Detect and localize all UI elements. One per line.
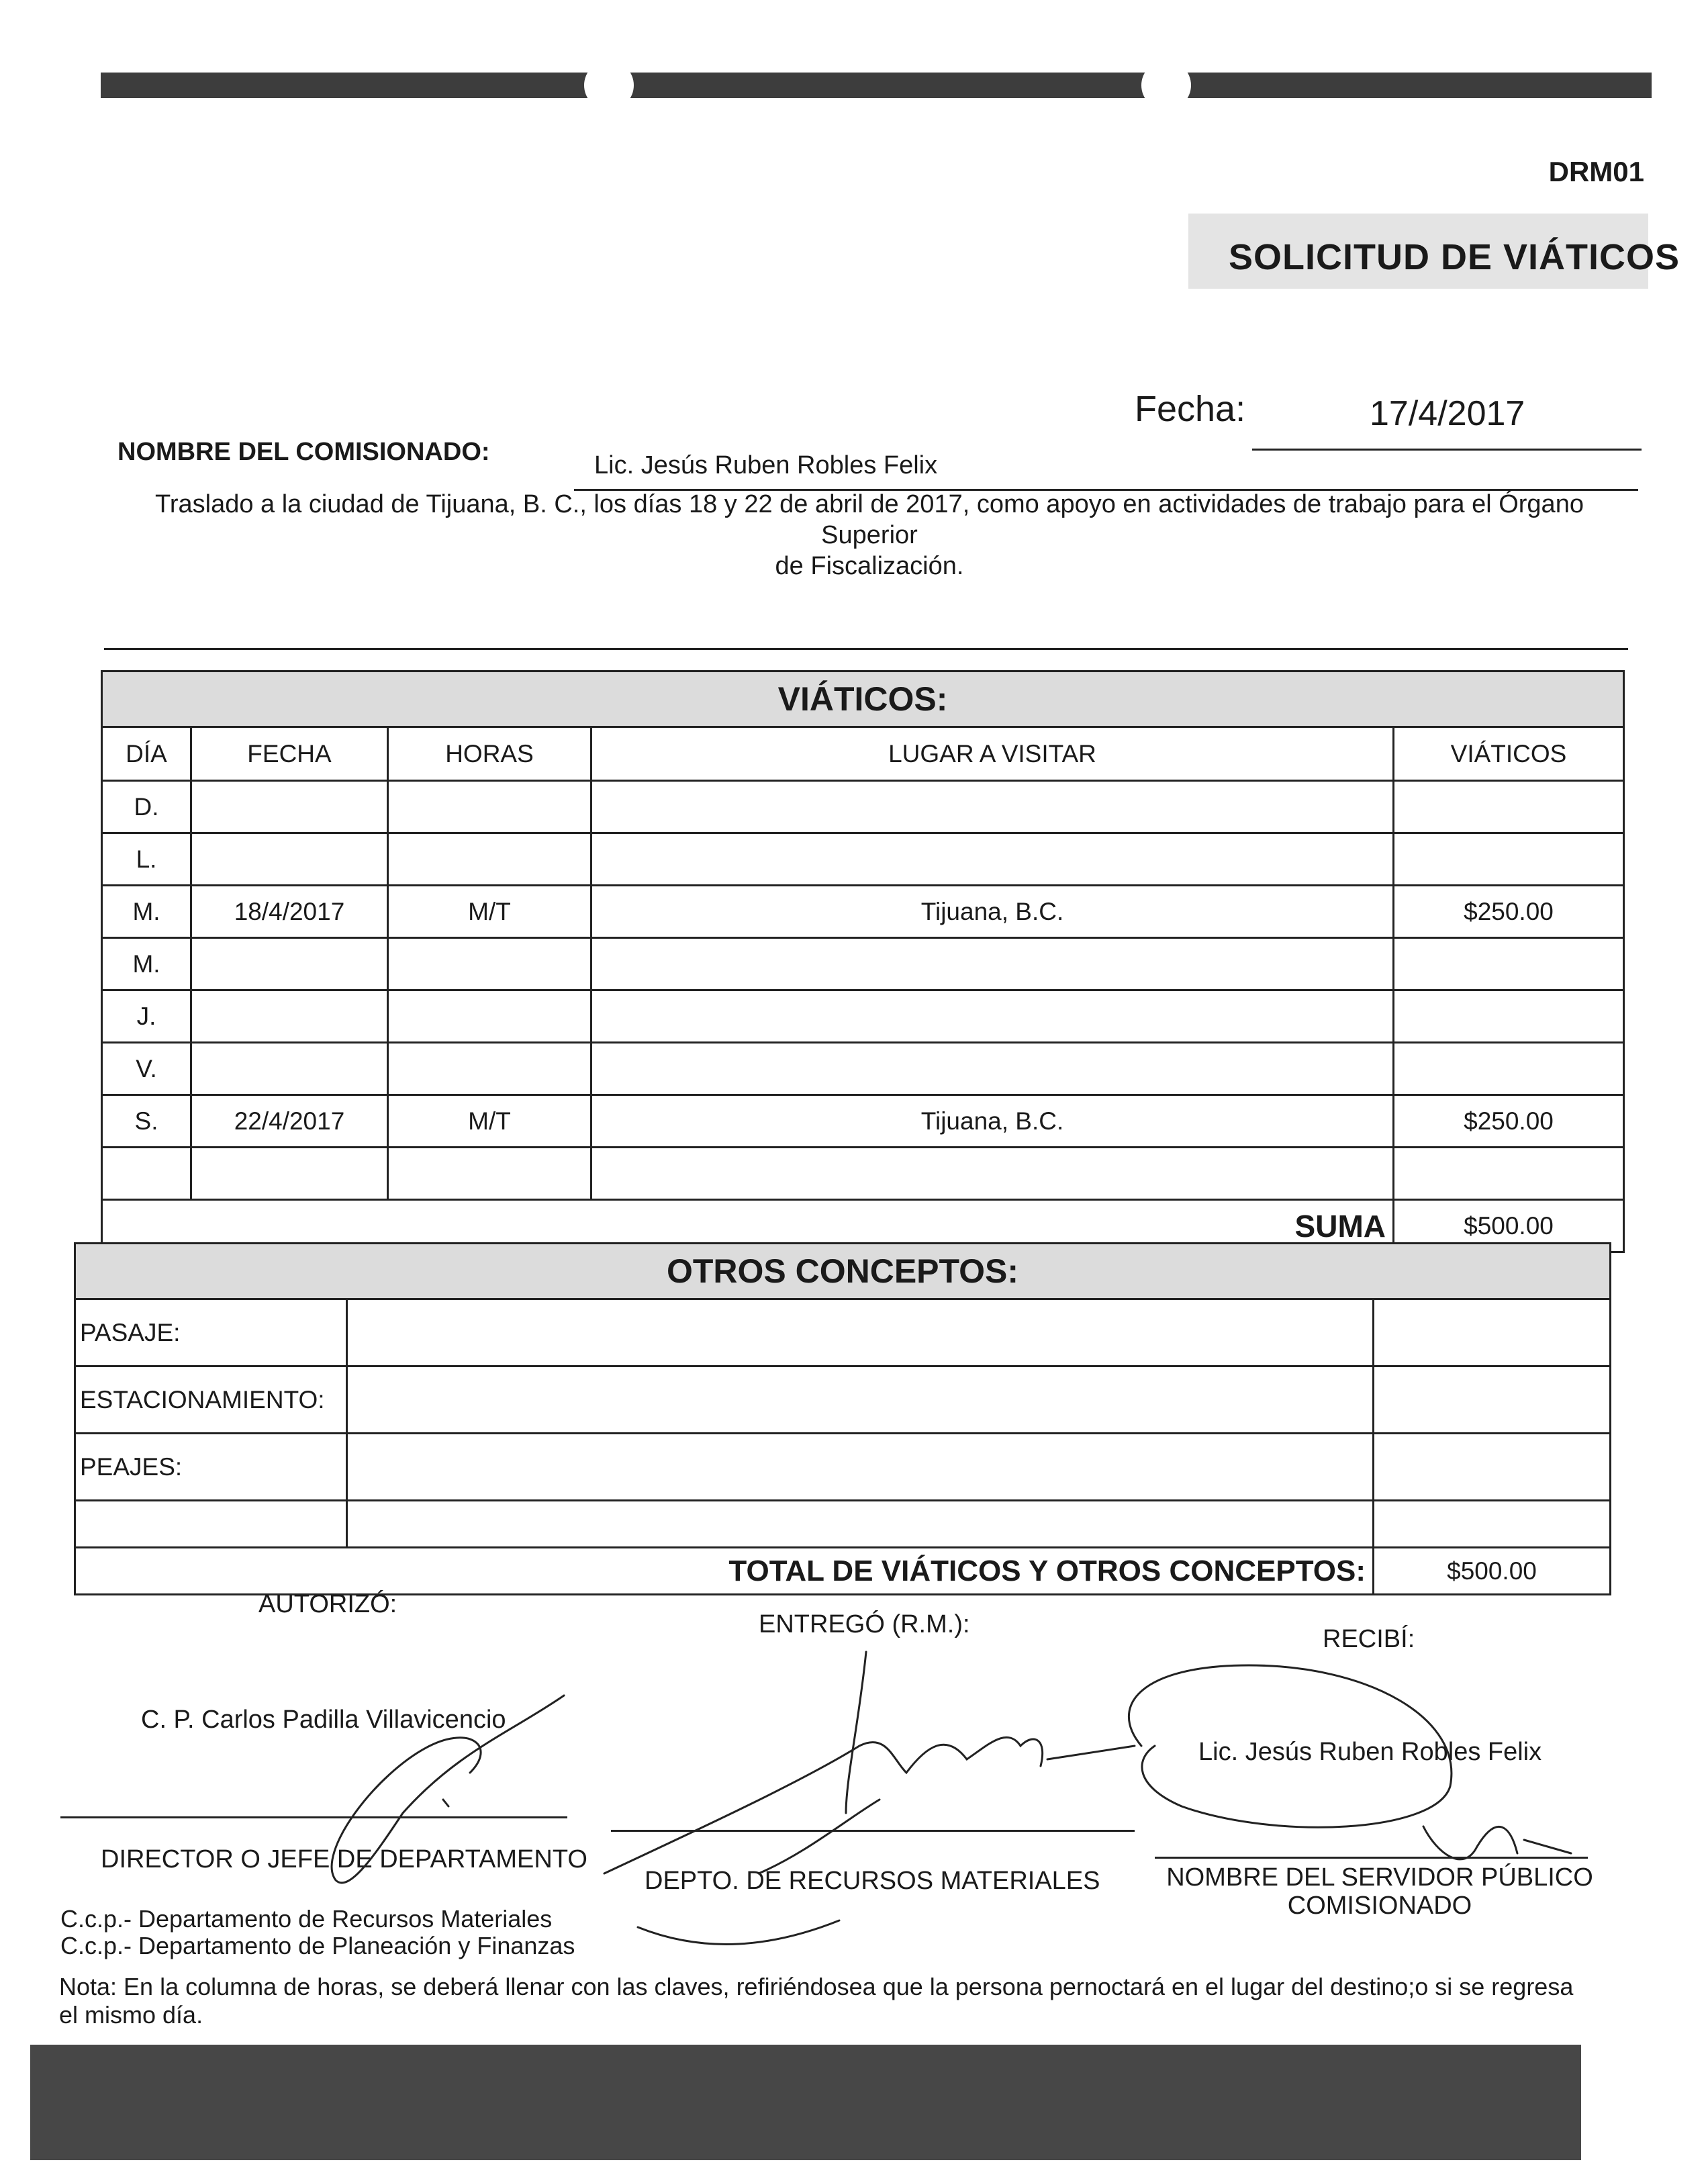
cell-fecha: 22/4/2017	[191, 1095, 388, 1148]
descripcion-line2: de Fiscalización.	[775, 552, 964, 580]
cell-horas: M/T	[388, 1095, 591, 1148]
suma-label: SUMA	[102, 1200, 1394, 1252]
descripcion-line1: Traslado a la ciudad de Tijuana, B. C., los días 18 y 22 de abril de 2017, como apoyo en actividades de trabajo para el Órgano Superior	[155, 490, 1584, 549]
pasaje-label: PASAJE:	[75, 1299, 347, 1366]
cell-dia: J.	[102, 990, 191, 1043]
recibi-role-line1: NOMBRE DEL SERVIDOR PÚBLICO	[1166, 1863, 1593, 1892]
cell-dia: V.	[102, 1043, 191, 1095]
ccp-item: C.c.p.- Departamento de Planeación y Finanzas	[60, 1932, 575, 1959]
cell-horas: M/T	[388, 886, 591, 938]
entrego-role: DEPTO. DE RECURSOS MATERIALES	[645, 1867, 1100, 1895]
total-label: TOTAL DE VIÁTICOS Y OTROS CONCEPTOS:	[75, 1548, 1374, 1595]
peajes-label: PEAJES:	[75, 1434, 347, 1501]
cell-dia: M.	[102, 886, 191, 938]
cell-lugar: Tijuana, B.C.	[591, 1095, 1394, 1148]
cell-lugar: Tijuana, B.C.	[591, 886, 1394, 938]
signature-entrego	[604, 1652, 1135, 1944]
autorizo-name: C. P. Carlos Padilla Villavicencio	[141, 1706, 506, 1734]
autorizo-role: DIRECTOR O JEFE DE DEPARTAMENTO	[101, 1845, 587, 1873]
estacionamiento-label: ESTACIONAMIENTO:	[75, 1366, 347, 1434]
cell-dia: D.	[102, 781, 191, 833]
suma-value: $500.00	[1394, 1200, 1624, 1252]
otros-heading: OTROS CONCEPTOS:	[75, 1244, 1611, 1299]
comisionado-label: NOMBRE DEL COMISIONADO:	[117, 438, 490, 466]
recibi-name: Lic. Jesús Ruben Robles Felix	[1198, 1738, 1542, 1766]
form-code: DRM01	[1548, 156, 1644, 187]
cell-viaticos: $250.00	[1394, 886, 1624, 938]
viaticos-heading: VIÁTICOS:	[102, 671, 1624, 727]
ccp-list	[60, 1906, 575, 1959]
fecha-value: 17/4/2017	[1370, 394, 1525, 433]
autorizo-label: AUTORIZÓ:	[258, 1590, 397, 1618]
cell-dia: L.	[102, 833, 191, 886]
recibi-label: RECIBÍ:	[1323, 1625, 1415, 1653]
header-fecha: FECHA	[191, 727, 388, 781]
total-value: $500.00	[1374, 1548, 1611, 1595]
header-viaticos: VIÁTICOS	[1394, 727, 1624, 781]
ccp-item: C.c.p.- Departamento de Recursos Materiales	[60, 1905, 553, 1933]
cell-dia: M.	[102, 938, 191, 990]
recibi-role-line2: COMISIONADO	[1287, 1892, 1472, 1920]
cell-viaticos: $250.00	[1394, 1095, 1624, 1148]
header-lugar: LUGAR A VISITAR	[591, 727, 1394, 781]
comisionado-value: Lic. Jesús Ruben Robles Felix	[594, 451, 938, 479]
cell-fecha: 18/4/2017	[191, 886, 388, 938]
signature-autorizo	[332, 1696, 564, 1883]
cell-dia: S.	[102, 1095, 191, 1148]
header-horas: HORAS	[388, 727, 591, 781]
page-title: SOLICITUD DE VIÁTICOS	[1229, 237, 1680, 277]
header-dia: DÍA	[102, 727, 191, 781]
nota: Nota: En la columna de horas, se deberá llenar con las claves, refiriéndosea que la persona pernoctará en el lugar del destino;o si se regresa el mismo día.	[59, 1973, 1574, 2029]
entrego-label: ENTREGÓ (R.M.):	[759, 1610, 970, 1638]
fecha-label: Fecha:	[1135, 389, 1246, 429]
signature-recibi	[1129, 1665, 1571, 1859]
bottom-bar	[30, 2045, 1581, 2160]
